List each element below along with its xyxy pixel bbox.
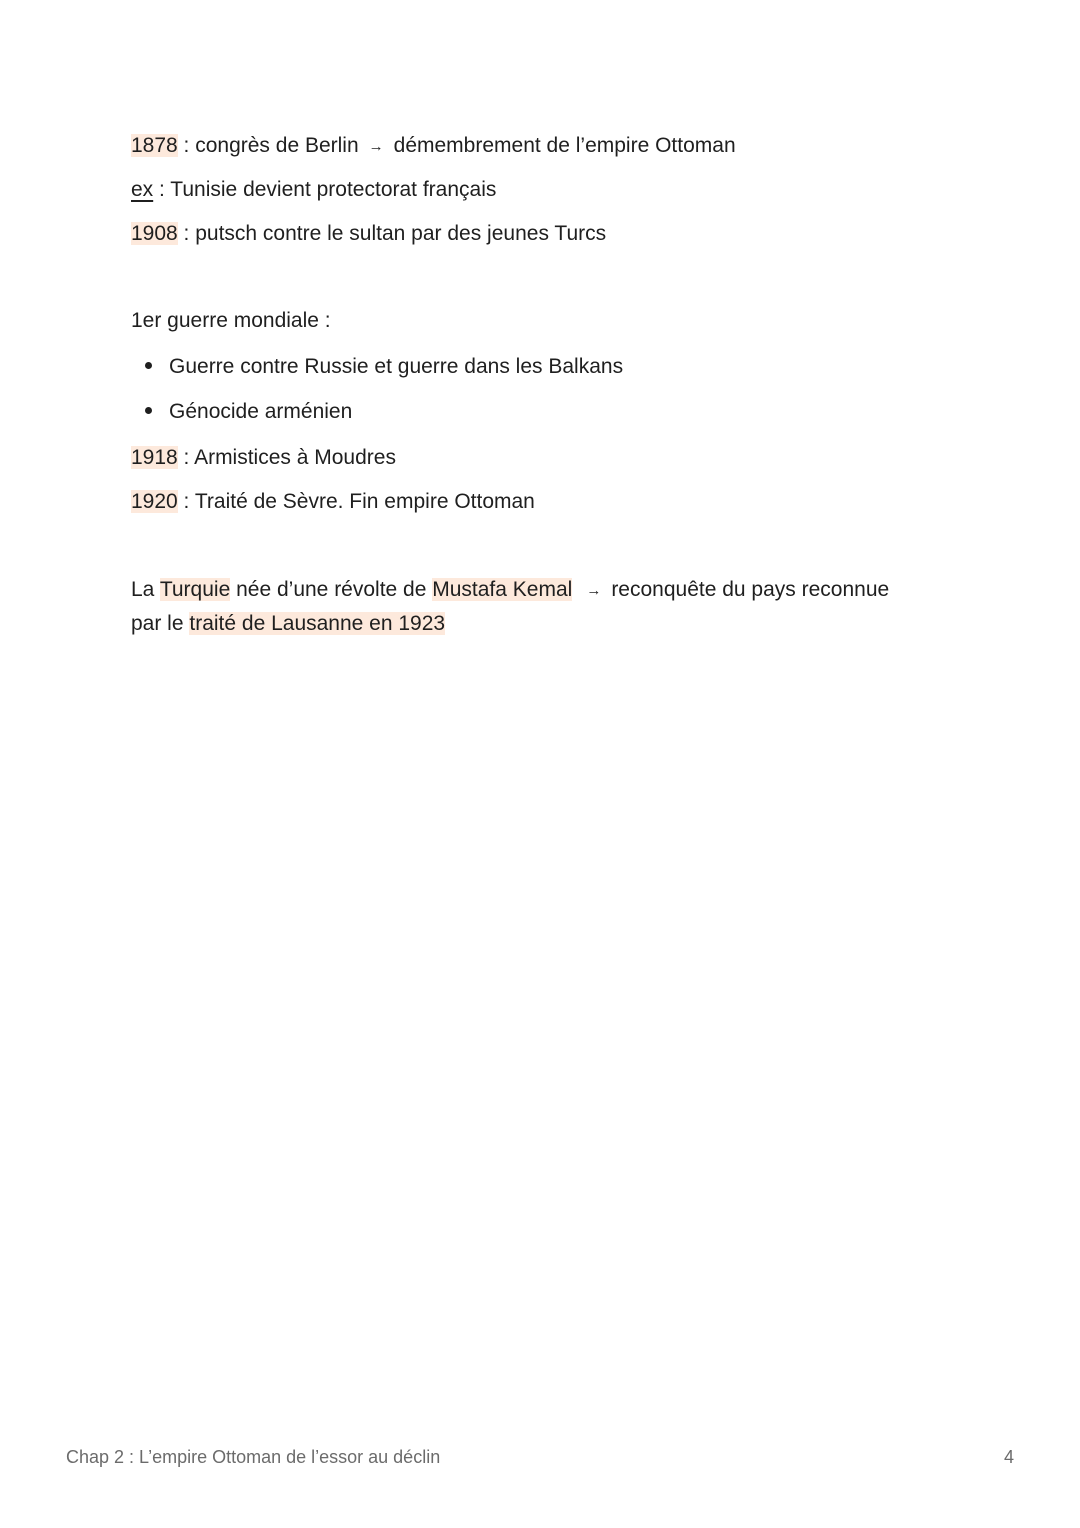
ww1-heading: 1er guerre mondiale :: [131, 309, 331, 332]
turkey-paragraph: [131, 573, 951, 640]
armistice-line: [131, 443, 396, 473]
year-1920: 1920: [131, 490, 178, 513]
list-item: [145, 397, 352, 427]
turkey-text: reconquête du pays reconnue: [611, 578, 890, 601]
lausanne-highlight: traité de Lausanne en 1923: [189, 612, 446, 635]
right-arrow-icon: →: [368, 138, 384, 155]
berlin-text: : congrès de Berlin: [177, 134, 359, 157]
armistice-text: : Armistices à Moudres: [177, 446, 396, 469]
turkey-text: La: [131, 578, 160, 601]
sevres-line: [131, 487, 535, 517]
list-item-text: Guerre contre Russie et guerre dans les Balkans: [169, 355, 624, 378]
bullet-icon: [145, 407, 152, 414]
turquie-highlight: Turquie: [159, 578, 231, 601]
putsch-line: [131, 219, 606, 249]
turkey-text: née d’une révolte de: [230, 578, 433, 601]
example-text: : Tunisie devient protectorat français: [153, 178, 497, 201]
putsch-text: : putsch contre le sultan par des jeunes Turcs: [177, 222, 607, 245]
sevres-text: : Traité de Sèvre. Fin empire Ottoman: [177, 490, 535, 513]
year-1918: 1918: [131, 446, 178, 469]
example-label: ex: [131, 178, 154, 201]
page-number: 4: [1003, 1447, 1014, 1467]
turkey-text: par le: [131, 612, 190, 635]
kemal-highlight: Mustafa Kemal: [432, 578, 573, 601]
bullet-icon: [145, 362, 152, 369]
berlin-result: démembrement de l’empire Ottoman: [393, 134, 736, 157]
year-1908: 1908: [131, 222, 178, 245]
list-item: [145, 352, 623, 382]
footer-chapter-title: Chap 2 : L’empire Ottoman de l’essor au déclin: [66, 1447, 441, 1467]
right-arrow-icon: →: [586, 582, 602, 599]
berlin-line: [131, 131, 736, 162]
year-1878: 1878: [131, 134, 178, 157]
example-line: [131, 175, 496, 205]
list-item-text: Génocide arménien: [169, 400, 353, 423]
